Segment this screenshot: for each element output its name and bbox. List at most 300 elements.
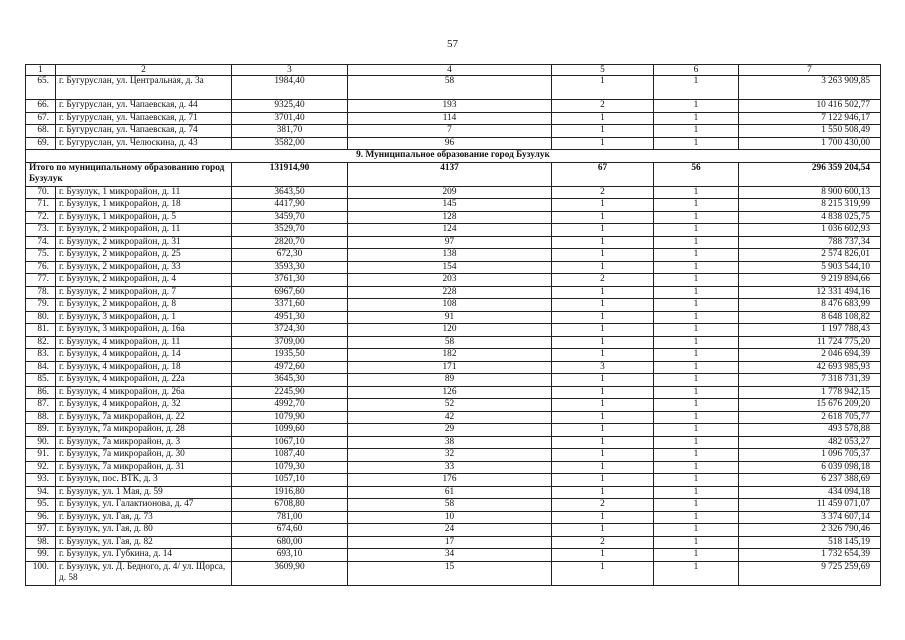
address-cell: г. Бузулук, ул. Гая, д. 80 [56,524,232,537]
area-cell: 3724,30 [232,324,348,337]
column5-cell: 1 [552,112,654,125]
area-cell: 3701,40 [232,112,348,125]
column6-cell: 1 [654,299,739,312]
residents-cell: 89 [348,374,552,387]
cost-cell: 1 778 942,15 [739,386,881,399]
address-cell: г. Бузулук, ул. Гая, д. 82 [56,536,232,549]
row-number-cell: 84. [26,361,56,374]
address-cell: г. Бугуруслан, ул. Центральная, д. 3а [56,76,232,100]
table-row [26,112,881,125]
table-row [26,211,881,224]
column5-cell: 2 [552,274,654,287]
column5-cell: 1 [552,424,654,437]
cost-cell: 11 724 775,20 [739,336,881,349]
column5-cell: 1 [552,436,654,449]
residents-cell: 17 [348,536,552,549]
area-cell: 1935,50 [232,349,348,362]
column5-cell: 1 [552,76,654,100]
column5-cell: 1 [552,211,654,224]
address-cell: г. Бузулук, 1 микрорайон, д. 5 [56,211,232,224]
row-number-cell: 100. [26,561,56,585]
address-cell: г. Бузулук, 7а микрорайон, д. 3 [56,436,232,449]
area-cell: 381,70 [232,125,348,138]
column6-cell: 1 [654,137,739,150]
address-cell: г. Бузулук, ул. Д. Бедного, д. 4/ ул. Щорса, д. 58 [56,561,232,585]
residents-cell: 7 [348,125,552,138]
residents-cell: 58 [348,336,552,349]
table-row [26,561,881,585]
page-number: 57 [447,38,458,50]
table-row [26,261,881,274]
column5-cell: 1 [552,261,654,274]
area-cell: 672,30 [232,249,348,262]
column6-cell: 1 [654,436,739,449]
table-row [26,236,881,249]
area-cell: 1079,30 [232,461,348,474]
residents-cell: 38 [348,436,552,449]
row-number-cell: 72. [26,211,56,224]
area-cell: 3371,60 [232,299,348,312]
column6-cell: 1 [654,336,739,349]
cost-cell: 10 416 502,77 [739,100,881,113]
table-row [26,524,881,537]
address-cell: г. Бузулук, 2 микрорайон, д. 25 [56,249,232,262]
column5-cell: 1 [552,286,654,299]
area-cell: 674,60 [232,524,348,537]
column5-cell: 2 [552,536,654,549]
area-cell: 3529,70 [232,224,348,237]
area-cell: 3582,00 [232,137,348,150]
total-column6: 56 [654,162,739,186]
column5-cell: 1 [552,236,654,249]
column6-cell: 1 [654,112,739,125]
section-title: 9. Муниципальное образование город Бузулук [26,150,881,163]
residents-cell: 126 [348,386,552,399]
row-number-cell: 95. [26,499,56,512]
column6-cell: 1 [654,349,739,362]
area-cell: 4951,30 [232,311,348,324]
address-cell: г. Бузулук, 7а микрорайон, д. 22 [56,411,232,424]
column5-cell: 1 [552,324,654,337]
column6-cell: 1 [654,449,739,462]
area-cell: 3645,30 [232,374,348,387]
area-cell: 3459,70 [232,211,348,224]
cost-cell: 1 096 705,37 [739,449,881,462]
header-cell: 4 [348,65,552,76]
table-row [26,424,881,437]
address-cell: г. Бузулук, 2 микрорайон, д. 8 [56,299,232,312]
table-row [26,274,881,287]
total-column5: 67 [552,162,654,186]
table-row [26,76,881,100]
column6-cell: 1 [654,76,739,100]
column6-cell: 1 [654,561,739,585]
address-cell: г. Бузулук, ул. Галактионова, д. 47 [56,499,232,512]
column5-cell: 1 [552,411,654,424]
cost-cell: 4 838 025,75 [739,211,881,224]
residents-cell: 203 [348,274,552,287]
residents-cell: 176 [348,474,552,487]
residents-cell: 33 [348,461,552,474]
column5-cell: 1 [552,336,654,349]
cost-cell: 9 725 259,69 [739,561,881,585]
cost-cell: 42 693 985,93 [739,361,881,374]
row-number-cell: 96. [26,511,56,524]
column5-cell: 1 [552,199,654,212]
column6-cell: 1 [654,199,739,212]
area-cell: 4972,60 [232,361,348,374]
row-number-cell: 77. [26,274,56,287]
column5-cell: 1 [552,399,654,412]
table-row [26,324,881,337]
cost-cell: 5 903 544,10 [739,261,881,274]
area-cell: 1067,10 [232,436,348,449]
column6-cell: 1 [654,224,739,237]
column5-cell: 1 [552,524,654,537]
table-row [26,311,881,324]
row-number-cell: 65. [26,76,56,100]
area-cell: 2820,70 [232,236,348,249]
table-row [26,499,881,512]
column6-cell: 1 [654,249,739,262]
table-body [26,65,881,586]
residents-cell: 42 [348,411,552,424]
residents-cell: 138 [348,249,552,262]
address-cell: г. Бузулук, 7а микрорайон, д. 28 [56,424,232,437]
address-cell: г. Бузулук, 7а микрорайон, д. 31 [56,461,232,474]
cost-cell: 518 145,19 [739,536,881,549]
residents-cell: 145 [348,199,552,212]
address-cell: г. Бузулук, 4 микрорайон, д. 11 [56,336,232,349]
row-number-cell: 83. [26,349,56,362]
row-number-cell: 76. [26,261,56,274]
address-cell: г. Бузулук, 3 микрорайон, д. 1 [56,311,232,324]
area-cell: 693,10 [232,549,348,562]
header-row [26,65,881,76]
residents-cell: 120 [348,324,552,337]
row-number-cell: 87. [26,399,56,412]
column5-cell: 1 [552,249,654,262]
address-cell: г. Бузулук, 4 микрорайон, д. 18 [56,361,232,374]
column6-cell: 1 [654,374,739,387]
row-number-cell: 91. [26,449,56,462]
address-cell: г. Бузулук, 1 микрорайон, д. 18 [56,199,232,212]
column5-cell: 1 [552,311,654,324]
cost-cell: 8 648 108,82 [739,311,881,324]
cost-cell: 8 215 319,99 [739,199,881,212]
residents-cell: 209 [348,186,552,199]
column6-cell: 1 [654,399,739,412]
column6-cell: 1 [654,424,739,437]
column6-cell: 1 [654,361,739,374]
row-number-cell: 73. [26,224,56,237]
column6-cell: 1 [654,236,739,249]
total-cost: 296 359 204,54 [739,162,881,186]
cost-cell: 6 039 098,18 [739,461,881,474]
cost-cell: 15 676 209,20 [739,399,881,412]
column6-cell: 1 [654,186,739,199]
column6-cell: 1 [654,261,739,274]
column5-cell: 1 [552,549,654,562]
address-cell: г. Бузулук, 4 микрорайон, д. 26а [56,386,232,399]
column6-cell: 1 [654,386,739,399]
header-cell: 2 [56,65,232,76]
residents-cell: 97 [348,236,552,249]
row-number-cell: 82. [26,336,56,349]
header-cell: 5 [552,65,654,76]
area-cell: 3609,90 [232,561,348,585]
area-cell: 6708,80 [232,499,348,512]
column6-cell: 1 [654,511,739,524]
row-number-cell: 93. [26,474,56,487]
table-row [26,486,881,499]
residents-cell: 124 [348,224,552,237]
table-row [26,511,881,524]
cost-cell: 1 036 602,93 [739,224,881,237]
cost-cell: 3 374 607,14 [739,511,881,524]
column5-cell: 2 [552,499,654,512]
residents-cell: 91 [348,311,552,324]
area-cell: 1087,40 [232,449,348,462]
cost-cell: 3 263 909,85 [739,76,881,100]
area-cell: 781,00 [232,511,348,524]
row-number-cell: 92. [26,461,56,474]
table-row [26,286,881,299]
area-cell: 3709,00 [232,336,348,349]
residents-cell: 10 [348,511,552,524]
column6-cell: 1 [654,536,739,549]
residents-cell: 114 [348,112,552,125]
table-row [26,386,881,399]
area-cell: 1079,90 [232,411,348,424]
row-number-cell: 97. [26,524,56,537]
row-number-cell: 67. [26,112,56,125]
row-number-cell: 98. [26,536,56,549]
cost-cell: 788 737,34 [739,236,881,249]
row-number-cell: 81. [26,324,56,337]
table-row [26,299,881,312]
column6-cell: 1 [654,211,739,224]
address-cell: г. Бузулук, 1 микрорайон, д. 11 [56,186,232,199]
row-number-cell: 78. [26,286,56,299]
address-cell: г. Бузулук, 7а микрорайон, д. 30 [56,449,232,462]
residents-cell: 128 [348,211,552,224]
column5-cell: 1 [552,349,654,362]
area-cell: 1916,80 [232,486,348,499]
column6-cell: 1 [654,125,739,138]
residents-cell: 58 [348,499,552,512]
column5-cell: 1 [552,449,654,462]
table-row [26,249,881,262]
cost-cell: 11 459 071,07 [739,499,881,512]
table-row [26,361,881,374]
row-number-cell: 80. [26,311,56,324]
cost-cell: 8 476 683,99 [739,299,881,312]
table-row [26,399,881,412]
address-cell: г. Бузулук, 2 микрорайон, д. 31 [56,236,232,249]
column6-cell: 1 [654,499,739,512]
residents-cell: 193 [348,100,552,113]
area-cell: 4992,70 [232,399,348,412]
address-cell: г. Бугуруслан, ул. Челюскина, д. 43 [56,137,232,150]
area-cell: 4417,90 [232,199,348,212]
row-number-cell: 70. [26,186,56,199]
table-row [26,474,881,487]
column5-cell: 1 [552,486,654,499]
table-row [26,374,881,387]
area-cell: 3593,30 [232,261,348,274]
table-row [26,137,881,150]
table-row [26,125,881,138]
column5-cell: 1 [552,137,654,150]
table-row [26,549,881,562]
row-number-cell: 94. [26,486,56,499]
table-row [26,411,881,424]
column6-cell: 1 [654,461,739,474]
cost-cell: 2 574 826,01 [739,249,881,262]
cost-cell: 7 318 731,39 [739,374,881,387]
table-row [26,449,881,462]
address-cell: г. Бузулук, ул. Гая, д. 73 [56,511,232,524]
column6-cell: 1 [654,524,739,537]
row-number-cell: 99. [26,549,56,562]
cost-cell: 1 550 508,49 [739,125,881,138]
area-cell: 9325,40 [232,100,348,113]
column5-cell: 1 [552,511,654,524]
header-cell: 3 [232,65,348,76]
table-row [26,461,881,474]
cost-cell: 482 053,27 [739,436,881,449]
column5-cell: 1 [552,125,654,138]
address-cell: г. Бузулук, 3 микрорайон, д. 16а [56,324,232,337]
cost-cell: 493 578,88 [739,424,881,437]
row-number-cell: 86. [26,386,56,399]
column6-cell: 1 [654,311,739,324]
cost-cell: 9 219 894,66 [739,274,881,287]
row-number-cell: 90. [26,436,56,449]
address-cell: г. Бузулук, 2 микрорайон, д. 33 [56,261,232,274]
table-row [26,199,881,212]
cost-cell: 1 700 430,00 [739,137,881,150]
table-row [26,336,881,349]
cost-cell: 6 237 388,69 [739,474,881,487]
address-cell: г. Бугуруслан, ул. Чапаевская, д. 71 [56,112,232,125]
column6-cell: 1 [654,486,739,499]
residents-cell: 96 [348,137,552,150]
column5-cell: 1 [552,224,654,237]
cost-cell: 8 900 600,13 [739,186,881,199]
address-cell: г. Бузулук, ул. Губкина, д. 14 [56,549,232,562]
address-cell: г. Бугуруслан, ул. Чапаевская, д. 74 [56,125,232,138]
column5-cell: 3 [552,361,654,374]
table-row [26,100,881,113]
table-row [26,224,881,237]
residents-cell: 182 [348,349,552,362]
cost-cell: 1 732 654,39 [739,549,881,562]
area-cell: 2245,90 [232,386,348,399]
table-row [26,436,881,449]
row-number-cell: 75. [26,249,56,262]
column5-cell: 2 [552,100,654,113]
column5-cell: 1 [552,299,654,312]
table-row [26,186,881,199]
header-cell: 1 [26,65,56,76]
column6-cell: 1 [654,100,739,113]
row-number-cell: 89. [26,424,56,437]
residents-cell: 58 [348,76,552,100]
residents-cell: 154 [348,261,552,274]
residents-cell: 34 [348,549,552,562]
row-number-cell: 69. [26,137,56,150]
column6-cell: 1 [654,549,739,562]
total-area: 131914,90 [232,162,348,186]
cost-cell: 2 046 694,39 [739,349,881,362]
address-cell: г. Бузулук, 4 микрорайон, д. 22а [56,374,232,387]
column5-cell: 1 [552,461,654,474]
residents-cell: 61 [348,486,552,499]
header-cell: 6 [654,65,739,76]
section-title-row [26,150,881,163]
column5-cell: 1 [552,561,654,585]
register-table [25,64,881,586]
address-cell: г. Бузулук, 4 микрорайон, д. 14 [56,349,232,362]
row-number-cell: 68. [26,125,56,138]
total-row [26,162,881,186]
residents-cell: 29 [348,424,552,437]
area-cell: 1057,10 [232,474,348,487]
column6-cell: 1 [654,274,739,287]
total-residents: 4137 [348,162,552,186]
row-number-cell: 74. [26,236,56,249]
header-cell: 7 [739,65,881,76]
address-cell: г. Бузулук, 2 микрорайон, д. 7 [56,286,232,299]
row-number-cell: 85. [26,374,56,387]
row-number-cell: 66. [26,100,56,113]
residents-cell: 32 [348,449,552,462]
column6-cell: 1 [654,286,739,299]
address-cell: г. Бузулук, 4 микрорайон, д. 32 [56,399,232,412]
row-number-cell: 88. [26,411,56,424]
column5-cell: 1 [552,474,654,487]
total-label: Итого по муниципальному образованию город Бузулук [26,162,232,186]
cost-cell: 1 197 788,43 [739,324,881,337]
column5-cell: 1 [552,374,654,387]
cost-cell: 12 331 494,16 [739,286,881,299]
table-row [26,349,881,362]
column5-cell: 2 [552,186,654,199]
address-cell: г. Бузулук, 2 микрорайон, д. 4 [56,274,232,287]
residents-cell: 15 [348,561,552,585]
row-number-cell: 71. [26,199,56,212]
row-number-cell: 79. [26,299,56,312]
area-cell: 3643,50 [232,186,348,199]
cost-cell: 2 618 705,77 [739,411,881,424]
address-cell: г. Бузулук, 2 микрорайон, д. 11 [56,224,232,237]
residents-cell: 24 [348,524,552,537]
cost-cell: 7 122 946,17 [739,112,881,125]
cost-cell: 434 094,18 [739,486,881,499]
residents-cell: 228 [348,286,552,299]
residents-cell: 171 [348,361,552,374]
cost-cell: 2 326 790,46 [739,524,881,537]
column6-cell: 1 [654,324,739,337]
column6-cell: 1 [654,411,739,424]
address-cell: г. Бузулук, пос. ВТК, д. 3 [56,474,232,487]
area-cell: 680,00 [232,536,348,549]
area-cell: 1099,60 [232,424,348,437]
address-cell: г. Бузулук, ул. 1 Мая, д. 59 [56,486,232,499]
area-cell: 3761,30 [232,274,348,287]
